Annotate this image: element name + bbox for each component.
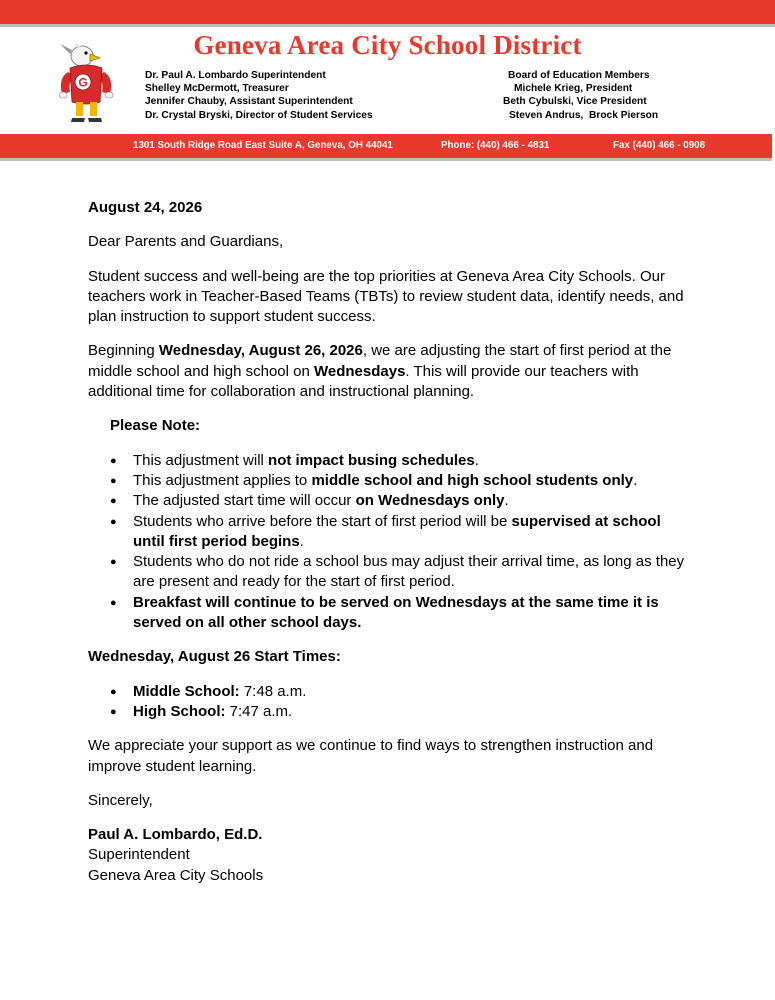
letter-date: August 24, 2026 (88, 199, 203, 216)
board-line: Beth Cybulski, Vice President (503, 96, 647, 108)
list-item: ● Breakfast will continue to be served on Wednesdays at the same time it is served on all other school days. (88, 593, 688, 634)
board-line: Michele Krieg, President (514, 83, 633, 95)
staff-line: Dr. Paul A. Lombardo Superintendent (145, 70, 326, 81)
list-item: ● Middle School: 7:48 a.m. (88, 682, 688, 702)
start-times-list (88, 682, 688, 723)
paragraph-closing: We appreciate your support as we continue to find ways to strengthen instruction and improve student learning. (88, 737, 654, 775)
paragraph-schedule-change: Beginning Wednesday, August 26, 2026, we are adjusting the start of first period at the middle school and high school on Wednesdays. This will provide our teachers with additional time for collaboration and instructional planning. (88, 342, 672, 401)
contact-info-bar (0, 134, 772, 161)
signer-organization: Geneva Area City Schools (88, 866, 264, 884)
list-item: ● The adjusted start time will occur on Wednesdays only. (88, 491, 688, 511)
board-members-list (500, 69, 660, 122)
board-line: Board of Education Members (508, 70, 650, 81)
district-title: Geneva Area City School District (193, 30, 582, 60)
top-bar-shadow (0, 24, 775, 27)
please-note-heading: Please Note: (110, 417, 201, 435)
signature-block (88, 825, 688, 886)
staff-line: Dr. Crystal Bryski, Director of Student Services (145, 109, 373, 121)
geneva-eagle-mascot-logo-icon (56, 42, 120, 126)
list-item: ● This adjustment will not impact busing schedules. (88, 451, 688, 471)
list-item: ● Students who arrive before the start of first period will be supervised at school until first period begins. (88, 512, 688, 553)
salutation: Dear Parents and Guardians, (88, 233, 284, 251)
list-item: ● This adjustment applies to middle school and high school students only. (88, 471, 688, 491)
paragraph-intro: Student success and well-being are the top priorities at Geneva Area City Schools. Our teachers work in Teacher-Based Teams (TBTs) to review student data, identify needs, and plan instruction to support student success. (88, 267, 684, 326)
administration-list (145, 69, 373, 122)
svg-text:G: G (78, 75, 88, 90)
staff-line: Shelley McDermott, Treasurer (145, 83, 289, 95)
phone-text: Phone: (440) 466 - 4831 (441, 140, 550, 151)
board-line: Steven Andrus, Brock Pierson (509, 109, 659, 121)
fax-text: Fax (440) 466 - 0908 (613, 140, 706, 151)
list-item: ● Students who do not ride a school bus may adjust their arrival time, as long as they are present and ready for the start of first period. (88, 552, 688, 593)
staff-line: Jennifer Chauby, Assistant Superintendent (145, 96, 353, 108)
letter-body (88, 198, 688, 886)
signer-name: Paul A. Lombardo, Ed.D. (88, 826, 263, 844)
address-text: 1301 South Ridge Road East Suite A, Geneva, OH 44041 (133, 140, 393, 151)
list-item: ● High School: 7:47 a.m. (88, 702, 688, 722)
signoff: Sincerely, (88, 791, 153, 809)
signer-title: Superintendent (88, 846, 190, 864)
notes-list (88, 451, 688, 634)
start-times-heading: Wednesday, August 26 Start Times: (88, 648, 341, 666)
top-red-bar (0, 0, 775, 24)
